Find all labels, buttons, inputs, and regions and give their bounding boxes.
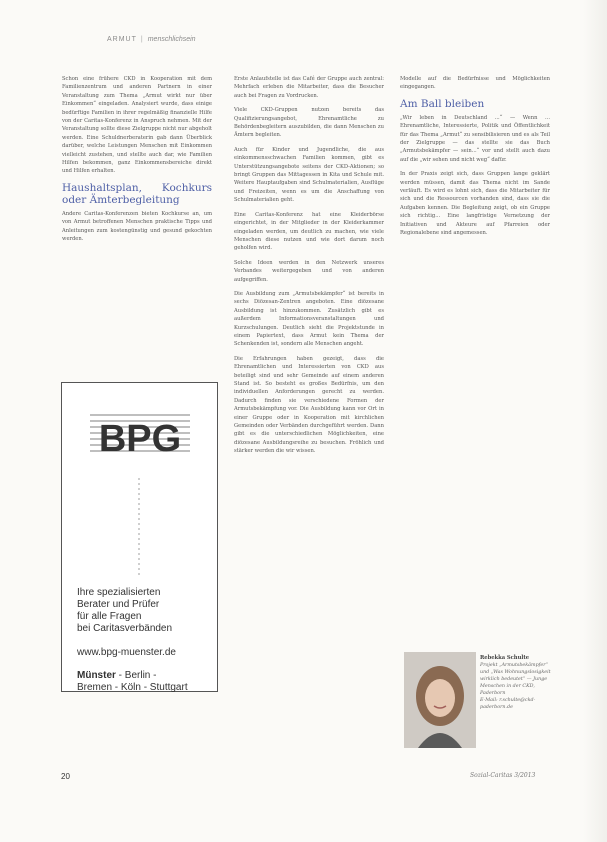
logo-text: BPG [98,418,182,460]
author-email[interactable]: E-Mail: r.schulte@ckd-paderborn.de [480,698,536,710]
author-photo [404,652,476,748]
author-name: Rebekka Schulte [480,655,530,661]
paragraph: Eine Caritas-Konferenz hat eine Kleiderbörse eingerichtet, in der Mitglieder in der Kleiderkammer eingeladen werden, um deutlich zu machen, wie viele Menschen diese nutzen und wie dort darum noch geholfen wird. [234,211,384,252]
advertisement-box [61,382,218,692]
column-middle [234,75,384,462]
section-heading: Haushaltsplan, Kochkurs oder Ämterbegleitung [62,181,212,206]
paragraph: „Wir leben in Deutschland ...“ — Wenn ... Ehrenamtliche, Interessierte, Politik und Öffentlichkeit für das Thema „Armut“ zu sensibilisieren und es als Teil der Zielgruppe — das stellte sie das Buch „Armutsbekämpfer — sein...“ vor und stellt auch dazu auf die „wir sehen und nicht weg“ dafür. [400,114,550,163]
paragraph: Andere Caritas-Konferenzen bieten Kochkurse an, um von Armut betroffenen Menschen praktische Tipps und Anleitungen zum kostengünstig und gesund gekochten werden. [62,210,212,243]
bpg-logo [90,401,190,465]
ad-url-link[interactable]: www.bpg-muenster.de [77,647,176,658]
column-right [400,75,550,244]
author-bio [480,655,552,711]
ad-cities: Münster - Berlin - Bremen - Köln - Stuttgart [77,670,188,693]
page-number: 20 [61,772,70,781]
page-edge-shade [583,0,607,842]
dotted-divider [138,478,140,578]
section-heading: Am Ball bleiben [400,97,485,110]
author-role: Projekt „Armutsbekämpfer“ und „Was Wohnungslosigkeit wirklich bedeutet“ — Junge Menschen in der CKD, Paderborn [480,663,551,696]
paragraph: Die Erfahrungen haben gezeigt, dass die Ehrenamtlichen und Interessierten von CKD aus beteiligt sind und sehr Gemeinde auf einem anderen Stand ist. So besteht es großes Bedürfnis, um den individuellen Anforderungen gerecht zu werden. Dadurch finden sie verschiedene Formen der Armutsbekämpfung vor. Die Ausbildung kann vor Ort in einer Gruppe oder in Kooperation mit kirchlichen Gemeinden oder Verbänden durchgeführt werden. Dann gibt es die unterschiedlichen Möglichkeiten, eine diözesane Ausbildungsreihe zu besuchen. Fröhlich und stärker werden die wir wissen. [234,355,384,455]
paragraph: Solche Ideen werden in den Netzwerk unseres Verbandes weitergegeben und von anderen aufgegriffen. [234,259,384,283]
page-header: ARMUT | menschlichsein [107,35,196,43]
section-tag: menschlichsein [147,35,196,43]
paragraph: In der Praxis zeigt sich, dass Gruppen lange geklärt werden müssen, damit das Thema nicht im Sande verläuft. Es wird es lohnt sich, dass die Mitarbeiter für sich und die Ressourcen vorhanden sind, dass sie die Aufgaben kennen. Die Begleitung zeigt, ob ein Gruppe sich richtig... Eine langfristige Vernetzung der Initiativen und Akteure auf Pfarreien oder Regionalebene sind angemessen. [400,171,550,237]
paragraph: Die Ausbildung zum „Armutsbekämpfer“ ist bereits in sechs Diözesan-Zentren angeboten. Eine diözesane Ausbildung ist hinzukommen. Zusätzlich gibt es außerdem Informationsveranstaltungen und Kurzschulungen. Deutlich sieht die Projektstunde in einem Papiertext, dass Armut kein Thema der Schenkenden ist, sondern alle Menschen angeht. [234,290,384,348]
paragraph: Modelle auf die Bedürfnisse und Möglichkeiten eingegangen. [400,76,550,91]
issue-label: Sozial-Caritas 3/2013 [470,772,536,779]
paragraph: Erste Anlaufstelle ist das Café der Gruppe auch zentral: Mehrfach erleben die Mitarbeiter, dass die Besucher auch bei Fragen zu Vordrucken. [234,76,384,99]
column-left [62,75,212,250]
paragraph: Schon eine frühere CKD in Kooperation mit dem Familienzentrum und anderen Partnern in einer Veranstaltung zum Thema „Armut wirkt nur über Einkommen“ eingeladen. Analysiert wurde, dass einige bedürftige Familien in ihrer regelmäßig finanzielle Hilfe von der Caritas-Konferenz in Anspruch nehmen. Mit der Veranstaltung sollte diese Zielgruppe nicht nur abgeholt werden. Eine Schuldnerberaterin gab dann Überblick darüber, welche Leistungen Menschen mit Einkommen vielleicht zustehen, und stellte auch dar, wie Familien Hilfen bekommen, ganz Einkommensbereiche direkt und Hilfen erhalten. [62,76,212,175]
section-label: ARMUT [107,35,137,43]
paragraph: Viele CKD-Gruppen nutzen bereits das Qualifizierungsangebot, Ehrenamtliche zu Behördenbegleitern auszubilden, die dann Menschen zu Ämtern begleiten. [234,107,384,139]
ad-claim: Ihre spezialisierten Berater und Prüfer für alle Fragen bei Caritasverbänden [77,587,173,634]
paragraph: Auch für Kinder und Jugendliche, die aus einkommensschwachen Familien kommen, gibt es Unterstützungsangebote seitens der CKD-Aktionen; so bringt Gruppen das Mittagessen in Kita und Schule mit. Weitere Hauptaufgaben sind Schulmaterialien, Ausflüge und Freizeiten, wenn es um die Anschaffung von Schulmaterialien geht. [234,146,384,204]
